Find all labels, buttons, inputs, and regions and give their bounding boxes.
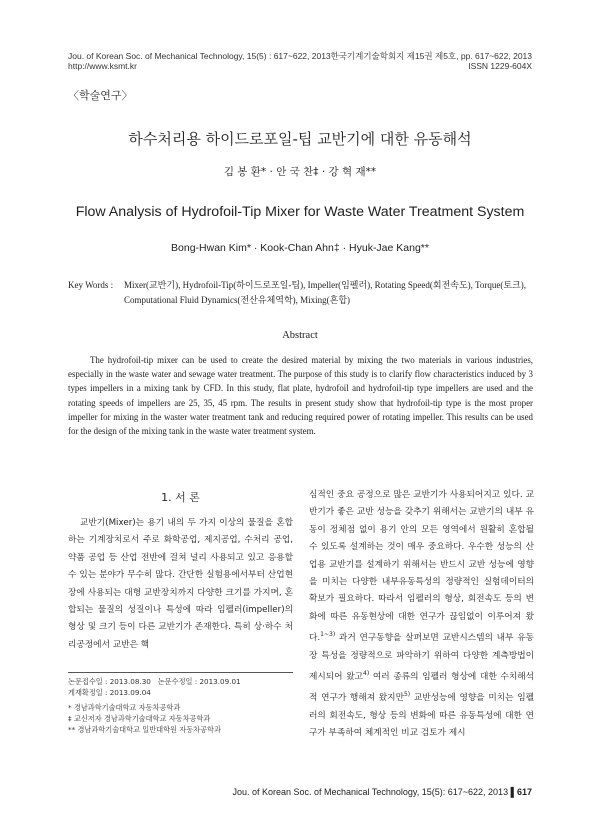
journal-citation-en: Jou. of Korean Soc. of Mechanical Technology, 15(5) : 617~622, 2013 [68,51,331,61]
footnote-divider [68,672,293,673]
reference-mark[interactable]: 5) [403,691,411,699]
body-text: 여러 종류의 임펠러 형상에 대한 수치해석적 연구가 행해져 왔지만 [309,671,534,704]
body-text: 과거 연구동향을 살펴보면 교반시스템의 내부 유동장 특성을 정량적으로 파악하기 위하여 다양한 계측방법이 제시되어 왔고 [309,633,534,682]
authors-korean: 김 봉 환* · 안 국 찬‡ · 강 혁 재** [223,166,377,178]
footnote-affiliations [68,702,293,735]
section-heading-introduction: 1. 서 론 [161,491,200,504]
body-text: 심적인 중요 공정으로 많은 교반기가 사용되어지고 있다. 교반기가 좋은 교반 성능을 갖추기 위해서는 교반기의 내부 유동이 정체점 없이 용기 안의 모든 영역에서 원활히 혼합될 수 있도록 설계하는 것이 매우 중요하다. 우수한 성능의 산업용 교반기를 설계하기 위해서는 반드시 교반 성능에 영향을 미치는 다양한 내부유동특성의 정량적인 실험데이터의 확보가 필요하다. 따라서 임펠러의 형상, 회전속도 등의 변화에 따른 유동현상에 대한 연구가 끊임없이 이루어져 왔다. [309,490,534,644]
journal-citation-ko: 한국기계기술학회지 제15권 제5호, pp. 617~622, 2013 [330,51,532,61]
body-text: 교반성능에 영향을 미치는 임펠러의 회전속도, 형상 등의 변화에 따른 유동특성에 대한 연구가 부족하여 체계적인 비교 검토가 제시 [309,693,534,738]
accepted-date: 게재확정일 : 2013.09.04 [68,688,151,697]
running-header-left [68,51,331,71]
body-column-right [309,487,534,742]
revised-date: 논문수정일 : 2013.09.01 [157,677,241,686]
received-date: 논문접수일 : 2013.08.30 [68,677,151,686]
title-korean: 하수처리용 하이드로포일-팁 교반기에 대한 유동해석 [128,130,472,148]
body-column-left: 교반기(Mixer)는 용기 내의 두 가지 이상의 물질을 혼합하는 기계장치로서 주로 화학공업, 제지공업, 수처리 공업, 약품 공업 등 산업 전반에 걸쳐 널리 사용되고 있고 응용할 수 있는 분야가 무수히 많다. 간단한 실험용에서부터 산업현장에 사용되는 대형 교반장치까지 다양한 크기를 가지며, 혼합되는 물질의 성질이나 특성에 따라 임펠러(impeller)의 형상 및 크기 등이 다른 교반기가 존재한다. 특히 상·하수 처리공정에서 교반은 핵 [68,518,293,650]
affiliation-1: * 경남과학기술대학교 자동차공학과 [68,703,181,712]
footnote-dates [68,676,293,698]
reference-mark[interactable]: 1~3) [320,631,336,639]
footer-citation: Jou. of Korean Soc. of Mechanical Technology, 15(5): 617~622, 2013 [232,787,509,797]
running-header-right [330,51,532,71]
affiliation-3: ** 경남과학기술대학교 일반대학원 자동차공학과 [68,725,221,734]
journal-url[interactable]: http://www.ksmt.kr [68,61,137,71]
issn: ISSN 1229-604X [468,61,532,71]
affiliation-2: ‡ 교신저자 경남과학기술대학교 자동차공학과 [68,714,211,723]
running-footer [232,787,532,797]
abstract-heading: Abstract [282,330,318,341]
title-english: Flow Analysis of Hydrofoil-Tip Mixer for Waste Water Treatment System [75,204,525,220]
keywords-label: Key Words : [68,280,114,290]
authors-english: Bong-Hwan Kim* · Kook-Chan Ahn‡ · Hyuk-Jae Kang** [171,242,429,254]
abstract-text: The hydrofoil-tip mixer can be used to create the desired material by mixing the two materials in various industries, especially in the waste water and sewage water treatment. The purpose of this study is to clarify flow characteristics induced by 3 types impellers in a mixing tank by CFD. In this study, flat plate, hydrofoil and hydrofoil-tip type impellers are used and the rotating speeds of impellers are 25, 35, 45 rpm. The results in present study show that hydrofoil-tip type is the most proper impeller for mixing in the waster water treatment tank and reducing required power of rotating impeller. This results can be used for the design of the mixing tank in the waste water treatment system. [68,355,533,437]
keywords-text: Mixer(교반기), Hydrofoil-Tip(하이드로포일-팁), Impeller(임펠러), Rotating Speed(회전속도), Torque(토크), Computational Fluid Dynamics(전산유체역학), Mixing(혼합) [124,280,526,305]
article-category: 〈학술연구〉 [68,89,133,102]
page-number: ▌617 [510,787,532,797]
reference-mark[interactable]: 4) [363,669,370,677]
